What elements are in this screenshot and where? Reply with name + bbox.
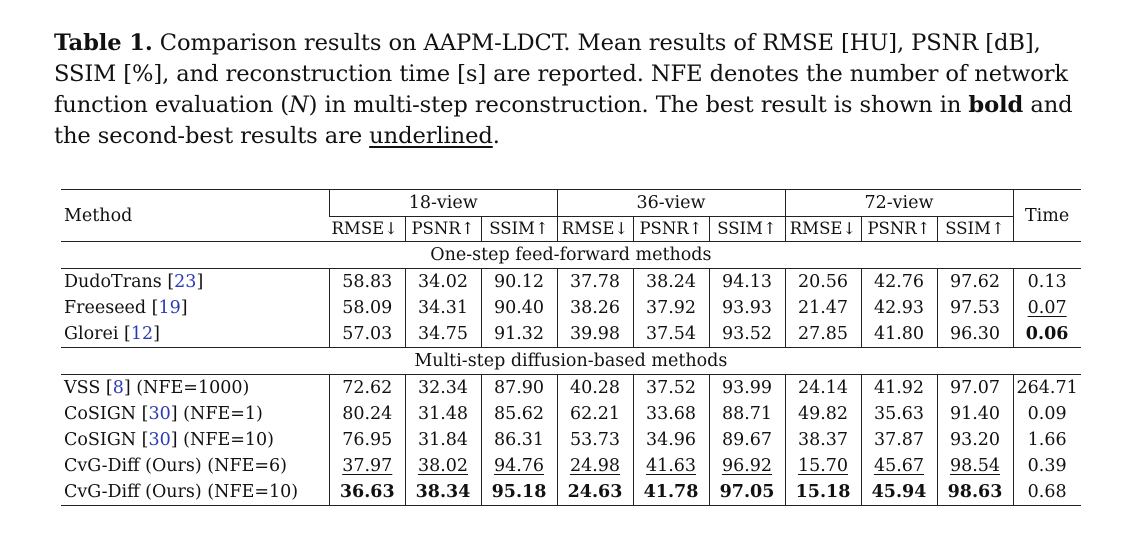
- value-text: 38.26: [569, 298, 621, 318]
- value-text: 38.24: [645, 272, 697, 292]
- value-cell: [405, 453, 481, 479]
- caption-text-1: Comparison results on AAPM-LDCT. Mean results of RMSE [HU], PSNR [dB], SSIM [%], and reconstruction time [s] are reported. NFE denotes the number of network function evaluation (: [54, 30, 1069, 118]
- value-cell: [785, 453, 861, 479]
- value-cell: [633, 321, 709, 348]
- caption-bold-word: bold: [968, 92, 1024, 118]
- table-row: [61, 427, 1081, 453]
- value-text: 90.40: [493, 298, 545, 318]
- table-row: [61, 375, 1081, 402]
- metric-header: SSIM↑: [481, 217, 557, 242]
- value-text: 33.68: [645, 404, 697, 424]
- method-name-text: CoSIGN [: [64, 404, 149, 424]
- value-cell: [557, 269, 633, 296]
- value-cell: [633, 375, 709, 402]
- value-text: 24.14: [797, 378, 849, 398]
- value-cell: [405, 375, 481, 402]
- method-name-text: VSS [: [64, 378, 113, 398]
- value-cell: [709, 479, 785, 506]
- method-name-suffix: ] (NFE=1000): [123, 378, 250, 398]
- value-cell: [633, 295, 709, 321]
- value-cell: [481, 427, 557, 453]
- value-text: 38.02: [417, 456, 469, 476]
- value-text: 98.63: [947, 482, 1003, 502]
- group-header-18: 18-view: [330, 190, 558, 217]
- value-text: 24.98: [569, 456, 621, 476]
- value-cell: [861, 269, 937, 296]
- method-name-text: CvG-Diff (Ours) (NFE=10): [64, 482, 299, 502]
- value-cell: [557, 453, 633, 479]
- value-cell: [330, 269, 406, 296]
- value-text: 93.52: [721, 324, 773, 344]
- value-text: 0.39: [1027, 456, 1067, 476]
- value-cell: [937, 321, 1013, 348]
- value-cell: [937, 295, 1013, 321]
- metric-header: RMSE↓: [785, 217, 861, 242]
- value-text: 58.83: [342, 272, 393, 292]
- value-text: 40.28: [569, 378, 621, 398]
- value-cell: [330, 295, 406, 321]
- value-text: 96.30: [949, 324, 1001, 344]
- section-header-row: [61, 348, 1081, 375]
- value-text: 0.06: [1025, 324, 1069, 344]
- table-caption: [54, 28, 1094, 152]
- value-cell: [405, 295, 481, 321]
- value-text: 34.75: [417, 324, 469, 344]
- method-name-text: Freeseed [: [64, 298, 159, 318]
- value-text: 34.02: [417, 272, 469, 292]
- value-text: 37.92: [645, 298, 697, 318]
- value-cell: [861, 401, 937, 427]
- method-name-suffix: ]: [153, 324, 160, 344]
- value-text: 97.07: [949, 378, 1001, 398]
- value-cell: [709, 295, 785, 321]
- value-text: 98.54: [949, 456, 1001, 476]
- value-cell: [557, 427, 633, 453]
- value-text: 42.93: [873, 298, 925, 318]
- value-text: 15.18: [795, 482, 851, 502]
- value-text: 86.31: [493, 430, 545, 450]
- value-cell: [557, 375, 633, 402]
- value-text: 34.31: [417, 298, 469, 318]
- value-text: 80.24: [342, 404, 393, 424]
- value-text: 0.68: [1027, 482, 1067, 502]
- value-cell: [1013, 401, 1081, 427]
- value-cell: [481, 375, 557, 402]
- value-text: 38.37: [797, 430, 849, 450]
- value-cell: [1013, 453, 1081, 479]
- value-text: 89.67: [721, 430, 773, 450]
- group-header-72: 72-view: [785, 190, 1013, 217]
- value-text: 39.98: [569, 324, 621, 344]
- value-cell: [557, 321, 633, 348]
- value-cell: [481, 453, 557, 479]
- value-cell: [861, 427, 937, 453]
- value-text: 36.63: [339, 482, 395, 502]
- value-cell: [633, 401, 709, 427]
- citation-link[interactable]: 12: [130, 324, 154, 344]
- caption-text-2: ) in multi-step reconstruction. The best result is shown in: [308, 92, 969, 118]
- value-cell: [481, 479, 557, 506]
- value-cell: [1013, 427, 1081, 453]
- method-name: [61, 479, 330, 506]
- value-cell: [481, 269, 557, 296]
- value-text: 53.73: [569, 430, 621, 450]
- value-cell: [633, 427, 709, 453]
- value-text: 37.97: [342, 456, 393, 476]
- citation-link[interactable]: 30: [148, 404, 171, 424]
- method-name: [61, 375, 330, 402]
- value-cell: [861, 321, 937, 348]
- value-cell: [405, 479, 481, 506]
- value-text: 97.53: [949, 298, 1001, 318]
- section-title: One-step feed-forward methods: [61, 242, 1081, 269]
- value-text: 32.34: [417, 378, 469, 398]
- value-text: 264.71: [1016, 378, 1078, 398]
- metric-header: SSIM↑: [937, 217, 1013, 242]
- value-text: 0.07: [1027, 298, 1067, 318]
- value-cell: [330, 453, 406, 479]
- caption-label: Table 1.: [54, 30, 153, 56]
- results-table: [61, 189, 1081, 506]
- value-text: 91.32: [493, 324, 545, 344]
- method-name: [61, 401, 330, 427]
- value-text: 58.09: [342, 298, 393, 318]
- value-cell: [557, 295, 633, 321]
- value-text: 45.67: [873, 456, 925, 476]
- value-cell: [330, 479, 406, 506]
- citation-link[interactable]: 30: [148, 430, 171, 450]
- metric-header: RMSE↓: [330, 217, 406, 242]
- method-name-suffix: ]: [196, 272, 204, 292]
- value-text: 93.93: [721, 298, 773, 318]
- method-header: Method: [61, 190, 330, 242]
- value-cell: [861, 295, 937, 321]
- method-name: [61, 453, 330, 479]
- method-name: [61, 295, 330, 321]
- value-text: 37.52: [645, 378, 697, 398]
- table-row: [61, 479, 1081, 506]
- value-cell: [557, 401, 633, 427]
- value-text: 97.62: [949, 272, 1001, 292]
- value-cell: [405, 269, 481, 296]
- method-name-suffix: ]: [180, 298, 188, 318]
- value-cell: [937, 453, 1013, 479]
- value-text: 38.34: [415, 482, 471, 502]
- method-name-text: DudoTrans [: [64, 272, 175, 292]
- value-text: 37.54: [645, 324, 697, 344]
- value-cell: [330, 375, 406, 402]
- table-row: [61, 401, 1081, 427]
- metric-header: SSIM↑: [709, 217, 785, 242]
- value-cell: [785, 427, 861, 453]
- value-text: 72.62: [342, 378, 393, 398]
- value-cell: [557, 479, 633, 506]
- value-cell: [481, 295, 557, 321]
- value-text: 31.48: [417, 404, 469, 424]
- value-text: 34.96: [645, 430, 697, 450]
- value-text: 62.21: [569, 404, 621, 424]
- value-text: 37.78: [569, 272, 621, 292]
- value-cell: [633, 269, 709, 296]
- caption-variable: N: [288, 92, 309, 118]
- method-name: [61, 269, 330, 296]
- caption-underline-word: underlined: [369, 123, 493, 149]
- value-cell: [785, 269, 861, 296]
- citation-link[interactable]: 23: [174, 272, 197, 292]
- value-cell: [1013, 269, 1081, 296]
- value-cell: [330, 321, 406, 348]
- value-cell: [861, 453, 937, 479]
- value-cell: [633, 479, 709, 506]
- value-cell: [633, 453, 709, 479]
- group-header-36: 36-view: [557, 190, 785, 217]
- value-text: 57.03: [342, 324, 393, 344]
- caption-text-4: .: [492, 123, 500, 149]
- value-cell: [330, 427, 406, 453]
- table-row: [61, 321, 1081, 348]
- metric-header: PSNR↑: [861, 217, 937, 242]
- citation-link[interactable]: 8: [112, 378, 124, 398]
- value-text: 93.99: [721, 378, 773, 398]
- value-cell: [861, 479, 937, 506]
- value-cell: [709, 401, 785, 427]
- value-cell: [937, 479, 1013, 506]
- value-cell: [785, 321, 861, 348]
- caption-text-3: and the second-best results are: [54, 92, 1073, 149]
- value-cell: [481, 321, 557, 348]
- value-text: 35.63: [873, 404, 925, 424]
- table-row: [61, 295, 1081, 321]
- method-name-suffix: ] (NFE=10): [170, 430, 275, 450]
- value-text: 41.78: [643, 482, 699, 502]
- value-cell: [709, 375, 785, 402]
- group-header-row: [61, 190, 1081, 217]
- value-text: 45.94: [871, 482, 927, 502]
- value-text: 87.90: [493, 378, 545, 398]
- value-text: 41.80: [873, 324, 925, 344]
- value-cell: [405, 427, 481, 453]
- value-cell: [330, 401, 406, 427]
- table-row: [61, 453, 1081, 479]
- value-cell: [937, 269, 1013, 296]
- citation-link[interactable]: 19: [158, 298, 181, 318]
- value-text: 42.76: [873, 272, 925, 292]
- value-cell: [785, 295, 861, 321]
- value-text: 93.20: [949, 430, 1001, 450]
- value-cell: [709, 453, 785, 479]
- value-text: 96.92: [721, 456, 773, 476]
- value-text: 88.71: [721, 404, 773, 424]
- value-text: 94.76: [493, 456, 545, 476]
- metric-header: PSNR↑: [405, 217, 481, 242]
- value-text: 15.70: [797, 456, 849, 476]
- value-cell: [1013, 321, 1081, 348]
- value-cell: [1013, 375, 1081, 402]
- value-text: 0.13: [1027, 272, 1067, 292]
- value-cell: [709, 269, 785, 296]
- value-cell: [937, 427, 1013, 453]
- metric-header: PSNR↑: [633, 217, 709, 242]
- value-cell: [709, 427, 785, 453]
- value-text: 37.87: [873, 430, 925, 450]
- value-cell: [937, 375, 1013, 402]
- value-text: 24.63: [567, 482, 623, 502]
- value-text: 41.92: [873, 378, 925, 398]
- method-name-suffix: ] (NFE=1): [170, 404, 263, 424]
- value-text: 20.56: [797, 272, 849, 292]
- value-cell: [1013, 479, 1081, 506]
- value-text: 85.62: [493, 404, 545, 424]
- value-cell: [785, 479, 861, 506]
- table-row: [61, 269, 1081, 296]
- value-text: 41.63: [645, 456, 697, 476]
- method-name: [61, 321, 330, 348]
- method-name-text: CvG-Diff (Ours) (NFE=6): [64, 456, 287, 476]
- value-cell: [709, 321, 785, 348]
- value-text: 1.66: [1027, 430, 1067, 450]
- time-header: Time: [1013, 190, 1081, 242]
- value-cell: [785, 401, 861, 427]
- section-title: Multi-step diffusion-based methods: [61, 348, 1081, 375]
- method-name-text: Glorei [: [64, 324, 131, 344]
- value-cell: [481, 401, 557, 427]
- value-text: 0.09: [1027, 404, 1067, 424]
- value-cell: [405, 401, 481, 427]
- value-text: 97.05: [719, 482, 775, 502]
- value-text: 76.95: [342, 430, 393, 450]
- section-header-row: [61, 242, 1081, 269]
- value-cell: [405, 321, 481, 348]
- metric-header: RMSE↓: [557, 217, 633, 242]
- value-text: 27.85: [797, 324, 849, 344]
- value-text: 95.18: [491, 482, 547, 502]
- method-name: [61, 427, 330, 453]
- value-cell: [937, 401, 1013, 427]
- value-cell: [861, 375, 937, 402]
- value-text: 90.12: [493, 272, 545, 292]
- value-text: 91.40: [949, 404, 1001, 424]
- value-text: 21.47: [797, 298, 849, 318]
- value-cell: [785, 375, 861, 402]
- method-name-text: CoSIGN [: [64, 430, 149, 450]
- value-text: 49.82: [797, 404, 849, 424]
- value-text: 31.84: [417, 430, 469, 450]
- value-text: 94.13: [721, 272, 773, 292]
- value-cell: [1013, 295, 1081, 321]
